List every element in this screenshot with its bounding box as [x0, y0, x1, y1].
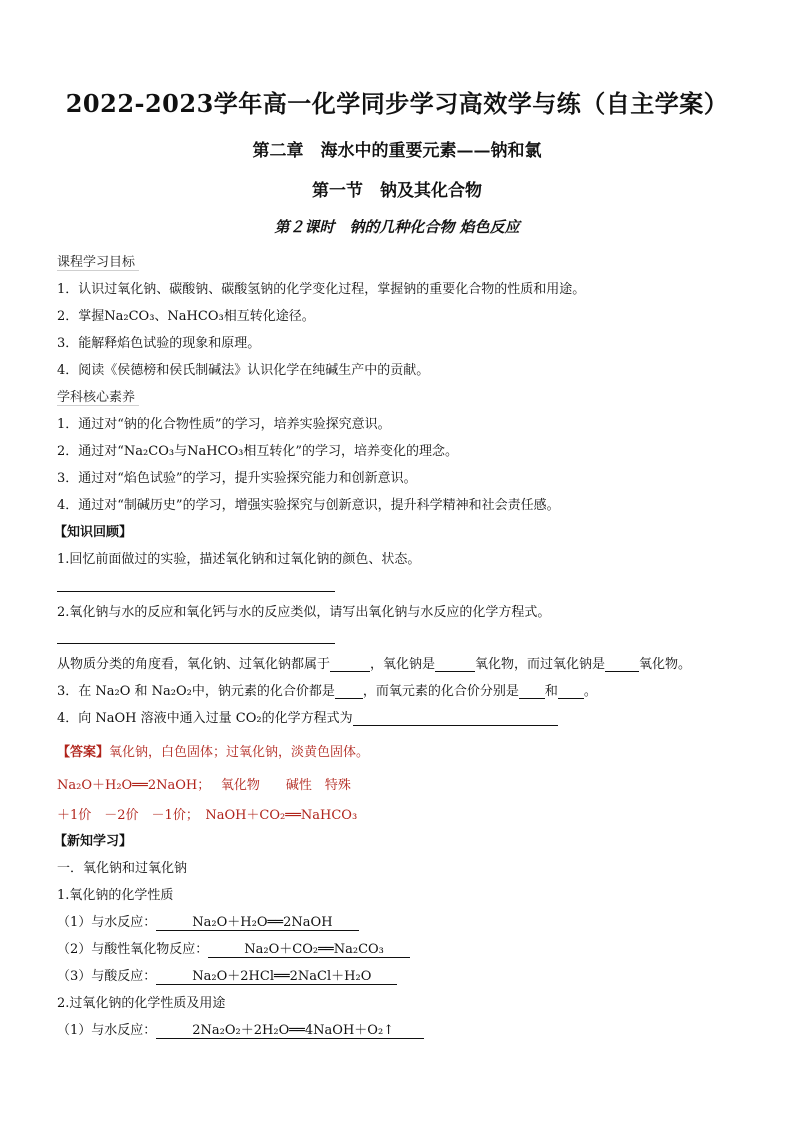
goal-item: 3．能解释焰色试验的现象和原理。 [57, 336, 261, 351]
reaction-equation: Na₂O＋CO₂══Na₂CO₃ [208, 942, 410, 958]
text-part: 3．在 Na₂O 和 Na₂O₂中，钠元素的化合价都是 [57, 684, 335, 699]
reaction-3 [57, 965, 397, 984]
text-part: ，氧化钠是 [370, 657, 436, 672]
text-part: 从物质分类的角度看，氧化钠、过氧化钠都属于 [57, 657, 331, 672]
chapter-heading: 第二章 海水中的重要元素——钠和氯 [252, 141, 542, 161]
review-q3 [57, 680, 597, 699]
literacy-item: 1．通过对“钠的化合物性质”的学习，培养实验探究意识。 [57, 417, 391, 432]
reaction-equation: Na₂O＋H₂O══2NaOH [156, 915, 358, 931]
blank [335, 684, 363, 699]
text-part: ，而氧元素的化合价分别是 [362, 684, 519, 699]
reaction-4 [57, 1019, 424, 1038]
text-part: 4．向 NaOH 溶液中通入过量 CO₂的化学方程式为 [57, 711, 353, 726]
text-part: 和 [544, 684, 558, 699]
goal-item: 1．认识过氧化钠、碳酸钠、碳酸氢钠的化学变化过程，掌握钠的重要化合物的性质和用途。 [57, 282, 586, 297]
reaction-label: （1）与水反应： [57, 1023, 157, 1038]
blank [605, 657, 639, 672]
reaction-label: （2）与酸性氧化物反应： [57, 942, 209, 957]
reaction-equation: Na₂O＋2HCl══2NaCl＋H₂O [156, 969, 397, 985]
answer-line [57, 643, 335, 644]
blank [330, 657, 370, 672]
text-part: 氧化物，而过氧化钠是 [475, 657, 606, 672]
literacy-item: 4．通过对“制碱历史”的学习，增强实验探究与创新意识，提升科学精神和社会责任感。 [57, 498, 560, 513]
blank [558, 684, 584, 699]
sub2-heading: 2.过氧化钠的化学性质及用途 [57, 996, 226, 1011]
text-part: 。 [583, 684, 597, 699]
goals-label: 课程学习目标 [57, 251, 139, 271]
literacy-item: 2．通过对“Na₂CO₃与NaHCO₃相互转化”的学习，培养变化的理念。 [57, 444, 458, 459]
goal-item: 2．掌握Na₂CO₃、NaHCO₃相互转化途径。 [57, 309, 315, 324]
answer-line1: 氧化钠，白色固体；过氧化钠，淡黄色固体。 [109, 745, 370, 760]
answer-line2: Na₂O＋H₂O══2NaOH； 氧化物 碱性 特殊 [57, 778, 351, 793]
answer-line3: ＋1价 －2价 －1价； NaOH＋CO₂══NaHCO₃ [57, 808, 358, 823]
part1-heading: 一．氧化钠和过氧化钠 [57, 861, 188, 876]
answer-line [57, 591, 335, 592]
reaction-label: （3）与酸反应： [57, 969, 157, 984]
lesson-heading: 第２课时 钠的几种化合物 焰色反应 [274, 218, 520, 236]
goal-item: 4．阅读《侯德榜和侯氏制碱法》认识化学在纯碱生产中的贡献。 [57, 363, 430, 378]
blank [435, 657, 475, 672]
reaction-label: （1）与水反应： [57, 915, 157, 930]
doc-title: 2022-2023学年高一化学同步学习高效学与练（自主学案） [65, 89, 729, 118]
answer-label: 【答案】 [57, 745, 110, 760]
reaction-1 [57, 911, 359, 930]
newlearn-label: 【新知学习】 [54, 834, 133, 849]
review-q4 [57, 707, 558, 726]
review-q2: 2.氧化钠与水的反应和氧化钙与水的反应类似，请写出氧化钠与水反应的化学方程式。 [57, 605, 551, 620]
reaction-2 [57, 938, 410, 957]
reaction-equation: 2Na₂O₂＋2H₂O══4NaOH＋O₂↑ [156, 1023, 424, 1039]
blank [519, 684, 545, 699]
answer-block [57, 741, 369, 760]
text-part: 氧化物。 [639, 657, 692, 672]
review-q1: 1.回忆前面做过的实验，描述氧化钠和过氧化钠的颜色、状态。 [57, 552, 421, 567]
review-label: 【知识回顾】 [54, 525, 133, 540]
literacy-item: 3．通过对“焰色试验”的学习，提升实验探究能力和创新意识。 [57, 471, 417, 486]
section-heading: 第一节 钠及其化合物 [312, 181, 482, 201]
review-q2b [57, 653, 691, 672]
sub1-heading: 1.氧化钠的化学性质 [57, 888, 174, 903]
literacy-label: 学科核心素养 [57, 386, 139, 406]
blank [353, 711, 558, 726]
